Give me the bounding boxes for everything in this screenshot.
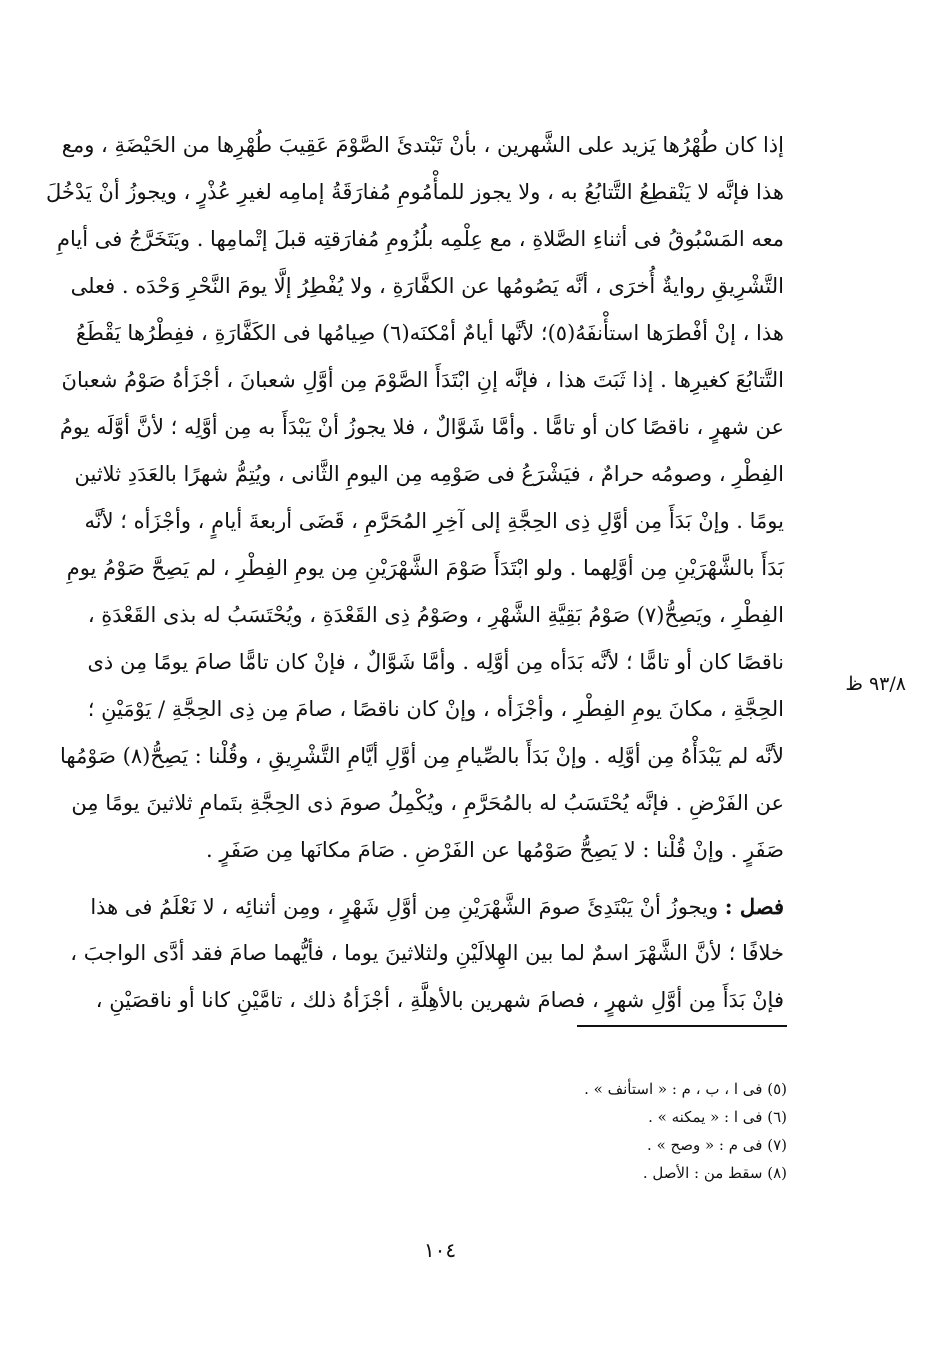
text-line: الحِجَّةِ ، مكانَ يومِ الفِطْرِ ، وأجْزَأه ، وإنْ كان ناقصًا ، صامَ مِن ذِى الحِجَّةِ / يَوْمَيْنِ ؛ <box>87 697 784 721</box>
text-line: عن الفَرْضِ . فإنَّه يُحْتَسَبُ له بالمُحَرَّمِ ، ويُكْمِلُ صومَ ذى الحِجَّةِ بتَمامِ ثلاثينَ يومًا مِن <box>71 791 784 815</box>
footnote: (٥) فى ا ، ب ، م : « استأنف » . <box>584 1080 787 1098</box>
text-line: إذا كان طُهْرُها يَزيد على الشَّهرين ، بأنْ تَبْتدئَ الصَّوْمَ عَقِيبَ طُهْرِها من الحَيْضَةِ ، ومع <box>61 133 784 157</box>
text-line: ويجوزُ أنْ يَبْتَدِئَ صومَ الشَّهْرَيْنِ مِن أوَّلِ شَهْرٍ ، ومِن أثنائِه ، لا نَعْلَمُ فى هذا <box>90 895 719 919</box>
text-line: هذا فإنَّه لا يَنْقطِعُ التَّتابُعُ به ، ولا يجوز للمأْمُومِ مُفارَقَةُ إمامِه لغيرِ عُذْرٍ ، ويجوزُ أنْ يَدْخُلَ <box>45 180 784 204</box>
text-line: فإنْ بَدَأَ مِن أوَّلِ شهرٍ ، فصامَ شهرين بالأهِلَّةِ ، أجْزَأهُ ذلك ، تامَّيْنِ كانا أو ناقصَيْنِ ، <box>95 988 784 1012</box>
text-line: صَفَرٍ . وإنْ قُلْنا : لا يَصِحُّ صَوْمُها عن الفَرْضِ . صَامَ مكانَها مِن صَفَرٍ . <box>205 838 784 862</box>
main-text <box>45 122 784 1024</box>
text-line: عن شهرٍ ، ناقصًا كان أو تامًّا . وأمَّا شَوَّالٌ ، فلا يجوزُ أنْ يَبْدَأَ به مِن أوَّلِه ؛ لأنَّ أوَّلَه يومُ <box>59 415 784 439</box>
footnote: (٨) سقط من : الأصل . <box>642 1164 787 1182</box>
text-line: الفِطْرِ ، ويَصِحُّ(٧) صَوْمُ بَقِيَّةِ الشَّهْرِ ، وصَوْمُ ذِى القَعْدَةِ ، ويُحْتَسَبُ له بذى القَعْدَةِ ، <box>87 603 784 627</box>
footnote: (٦) فى ا : « يمكنه » . <box>648 1108 787 1126</box>
page-number: ١٠٤ <box>423 1238 457 1262</box>
text-line: ناقصًا كان أو تامًّا ؛ لأنَّه بَدَأه مِن أوَّلِه . وأمَّا شَوَّالٌ ، فإنْ كان تامًّا صامَ يومًا مِن ذى <box>87 650 784 674</box>
text-line: بَدَأَ بالشَّهْرَيْنِ مِن أوَّلِهما . ولو ابْتَدَأَ صَوْمَ الشَّهْرَيْنِ مِن يومِ الفِطْرِ ، لم يَصِحَّ صَوْمُ يومِ <box>66 556 784 580</box>
paragraph-gap <box>112 874 784 883</box>
text-line: معه المَسْبُوقُ فى أثناءِ الصَّلاةِ ، مع عِلْمِه بلُزُومِ مُفارَقتِه قبلَ إتْمامِها . ويَتَخَرَّجُ فى أيامِ <box>57 227 784 251</box>
margin-page-reference: ٩٣/٨ ظ <box>845 673 906 695</box>
text-line: لأنَّه لم يَبْدَأْهُ مِن أوَّلِه . وإنْ بَدَأَ بالصِّيامِ مِن أوَّلِ أيَّامِ التَّشْرِيقِ ، وقُلْنا : يَصِحُّ(٨) صَوْمُها <box>59 744 784 768</box>
text-line: التَّشْرِيقِ روايةٌ أُخرَى ، أنَّه يَصُومُها عن الكفَّارَةِ ، ولا يُفْطِرُ إلَّا يومَ النَّحْرِ وَحْدَه . فعلى <box>70 274 784 298</box>
text-line: الفِطْرِ ، وصومُه حرامٌ ، فيَشْرَعُ فى صَوْمِه مِن اليومِ الثَّانى ، ويُتِمُّ شهرًا بالعَدَدِ ثلاثين <box>74 462 784 486</box>
footnote-divider <box>577 1025 787 1027</box>
text-line: خلافًا ؛ لأنَّ الشَّهْرَ اسمٌ لما بين الهِلالَيْنِ ولثلاثينَ يوما ، فأيُّهما صامَ فقد أدَّى الواجبَ ، <box>70 941 784 965</box>
section-first-line <box>90 883 784 930</box>
footnotes <box>420 1075 787 1187</box>
section-heading: فصل : <box>724 894 784 919</box>
text-line: هذا ، إنْ أفْطرَها استأْنفَهُ(٥)؛ لأنَّها أيامٌ أمْكنَه(٦) صِيامُها فى الكَفَّارَةِ ، ففِطْرُها يَقْطَعُ <box>75 321 784 345</box>
footnote: (٧) فى م : « وصح » . <box>647 1136 787 1154</box>
text-line: يومًا . وإنْ بَدَأَ مِن أوَّلِ ذِى الحِجَّةِ إلى آخِرِ المُحَرَّمِ ، قَضَى أربعةَ أيامٍ ، وأجْزَأه ؛ لأنَّه <box>84 509 784 533</box>
text-line: التَّتابُعَ كغيرِها . إذا ثَبَتَ هذا ، فإنَّه إنِ ابْتَدَأَ الصَّوْمَ مِن أوَّلِ شعبانَ ، أجْزَأهُ صَوْمُ شعبانَ <box>61 368 784 392</box>
